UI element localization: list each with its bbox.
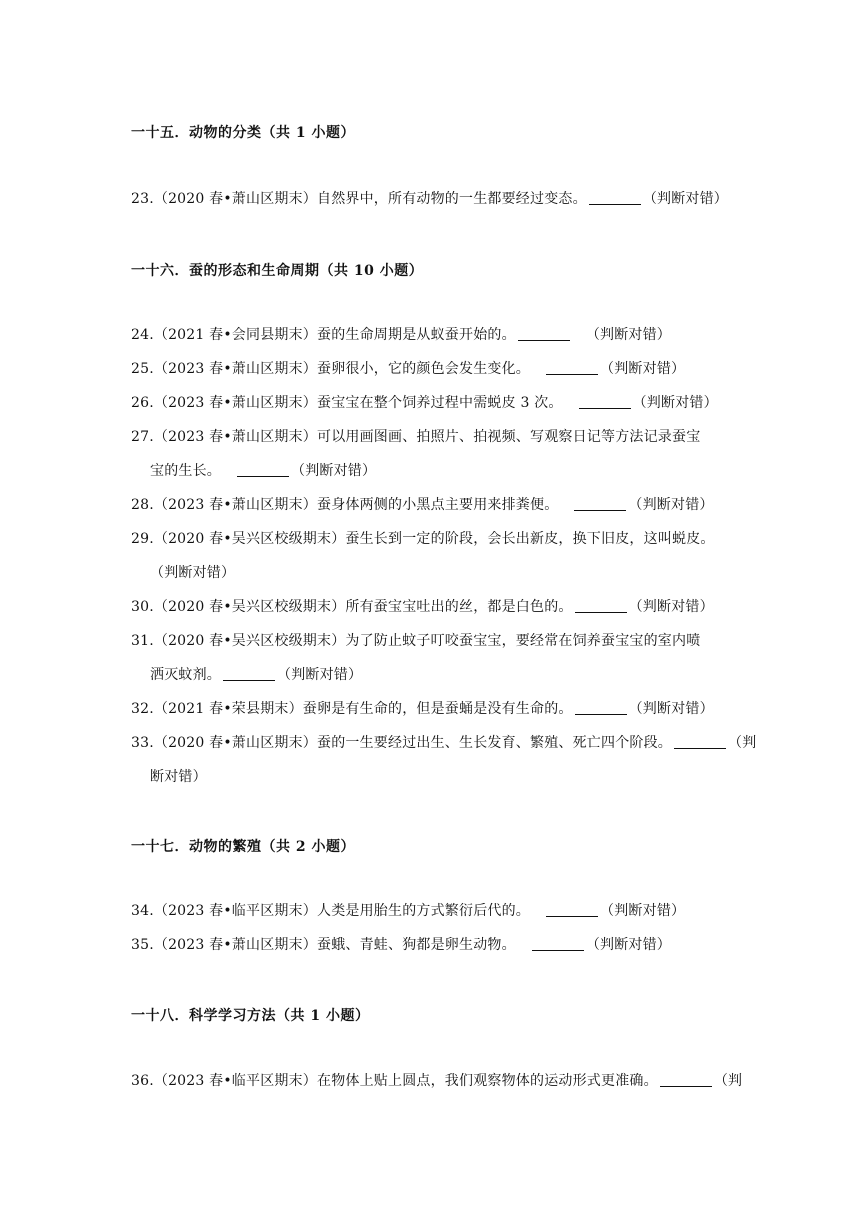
section-heading-silkworm-lifecycle: 一十六．蚕的形态和生命周期（共 10 小题） (131, 263, 424, 279)
question-hint: （判 (728, 735, 757, 751)
answer-blank[interactable] (574, 496, 626, 511)
question-text: 23.（2020 春•萧山区期末）自然界中，所有动物的一生都要经过变态。 (131, 191, 587, 207)
question-32 (131, 692, 731, 726)
answer-blank[interactable] (575, 598, 627, 613)
answer-blank[interactable] (589, 190, 641, 205)
answer-blank[interactable] (237, 462, 289, 477)
answer-blank[interactable] (579, 394, 631, 409)
question-23 (131, 182, 731, 216)
answer-blank[interactable] (575, 700, 627, 715)
answer-blank[interactable] (223, 666, 275, 681)
question-hint: （判断对错） (600, 903, 686, 919)
question-text: 30.（2020 春•吴兴区校级期末）所有蚕宝宝吐出的丝，都是白色的。 (131, 599, 573, 615)
answer-blank[interactable] (660, 1072, 712, 1087)
question-text: 25.（2023 春•萧山区期末）蚕卵很小，它的颜色会发生变化。 (131, 361, 531, 377)
question-hint: （判断对错） (585, 937, 672, 953)
question-text: 26.（2023 春•萧山区期末）蚕宝宝在整个饲养过程中需蜕皮 3 次。 (131, 395, 563, 411)
question-text-line-1: 31.（2020 春•吴兴区校级期末）为了防止蚊子叮咬蚕宝宝，要经常在饲养蚕宝宝的室内喷 (131, 633, 701, 649)
question-27 (131, 420, 731, 488)
question-text: 35.（2023 春•萧山区期末）蚕蛾、青蛙、狗都是卵生动物。 (131, 937, 516, 953)
section-heading-animal-reproduction: 一十七．动物的繁殖（共 2 小题） (131, 839, 355, 855)
question-26 (131, 386, 731, 420)
question-28 (131, 488, 731, 522)
question-24 (131, 318, 731, 352)
question-hint: （判断对错） (277, 667, 363, 683)
question-34 (131, 894, 731, 928)
question-hint: （判断对错） (600, 361, 686, 377)
question-text: 28.（2023 春•萧山区期末）蚕身体两侧的小黑点主要用来排粪便。 (131, 497, 559, 513)
question-hint: （判断对错） (628, 599, 714, 615)
question-text-line-1: 29.（2020 春•吴兴区校级期末）蚕生长到一定的阶段，会长出新皮，换下旧皮，这叫蜕皮。 (131, 531, 715, 547)
question-25 (131, 352, 731, 386)
answer-blank[interactable] (674, 734, 726, 749)
question-31 (131, 624, 731, 692)
question-text-line-1: 27.（2023 春•萧山区期末）可以用画图画、拍照片、拍视频、写观察日记等方法记录蚕宝 (131, 429, 701, 445)
question-29 (131, 522, 731, 590)
answer-blank[interactable] (532, 936, 584, 951)
question-text-line-2: 洒灭蚊剂。 (150, 667, 221, 683)
question-30 (131, 590, 731, 624)
question-35 (131, 928, 731, 962)
question-text-line-2: 断对错） (150, 769, 207, 785)
question-hint: （判断对错） (628, 497, 714, 513)
question-33 (131, 726, 757, 794)
answer-blank[interactable] (518, 326, 570, 341)
answer-blank[interactable] (546, 902, 598, 917)
section-heading-science-methods: 一十八．科学学习方法（共 1 小题） (131, 1008, 370, 1024)
question-text: 36.（2023 春•临平区期末）在物体上贴上圆点，我们观察物体的运动形式更准确。 (131, 1073, 658, 1089)
question-hint: （判断对错） (585, 327, 672, 343)
question-text: 32.（2021 春•荣县期末）蚕卵是有生命的，但是蚕蛹是没有生命的。 (131, 701, 573, 717)
question-hint: （判断对错） (642, 191, 729, 207)
question-36 (131, 1064, 743, 1098)
answer-blank[interactable] (546, 360, 598, 375)
question-text: 34.（2023 春•临平区期末）人类是用胎生的方式繁衍后代的。 (131, 903, 531, 919)
question-text-line-2: 宝的生长。 (150, 463, 221, 479)
question-hint: （判 (713, 1073, 743, 1089)
question-hint: （判断对错） (628, 701, 714, 717)
question-text: 24.（2021 春•会同县期末）蚕的生命周期是从蚁蚕开始的。 (131, 327, 516, 343)
question-hint: （判断对错） (291, 463, 377, 479)
question-text-line-1: 33.（2020 春•萧山区期末）蚕的一生要经过出生、生长发育、繁殖、死亡四个阶段。 (131, 735, 672, 751)
section-heading-animal-classification: 一十五．动物的分类（共 1 小题） (131, 125, 355, 141)
question-hint: （判断对错） (150, 565, 236, 581)
question-hint: （判断对错） (632, 395, 718, 411)
